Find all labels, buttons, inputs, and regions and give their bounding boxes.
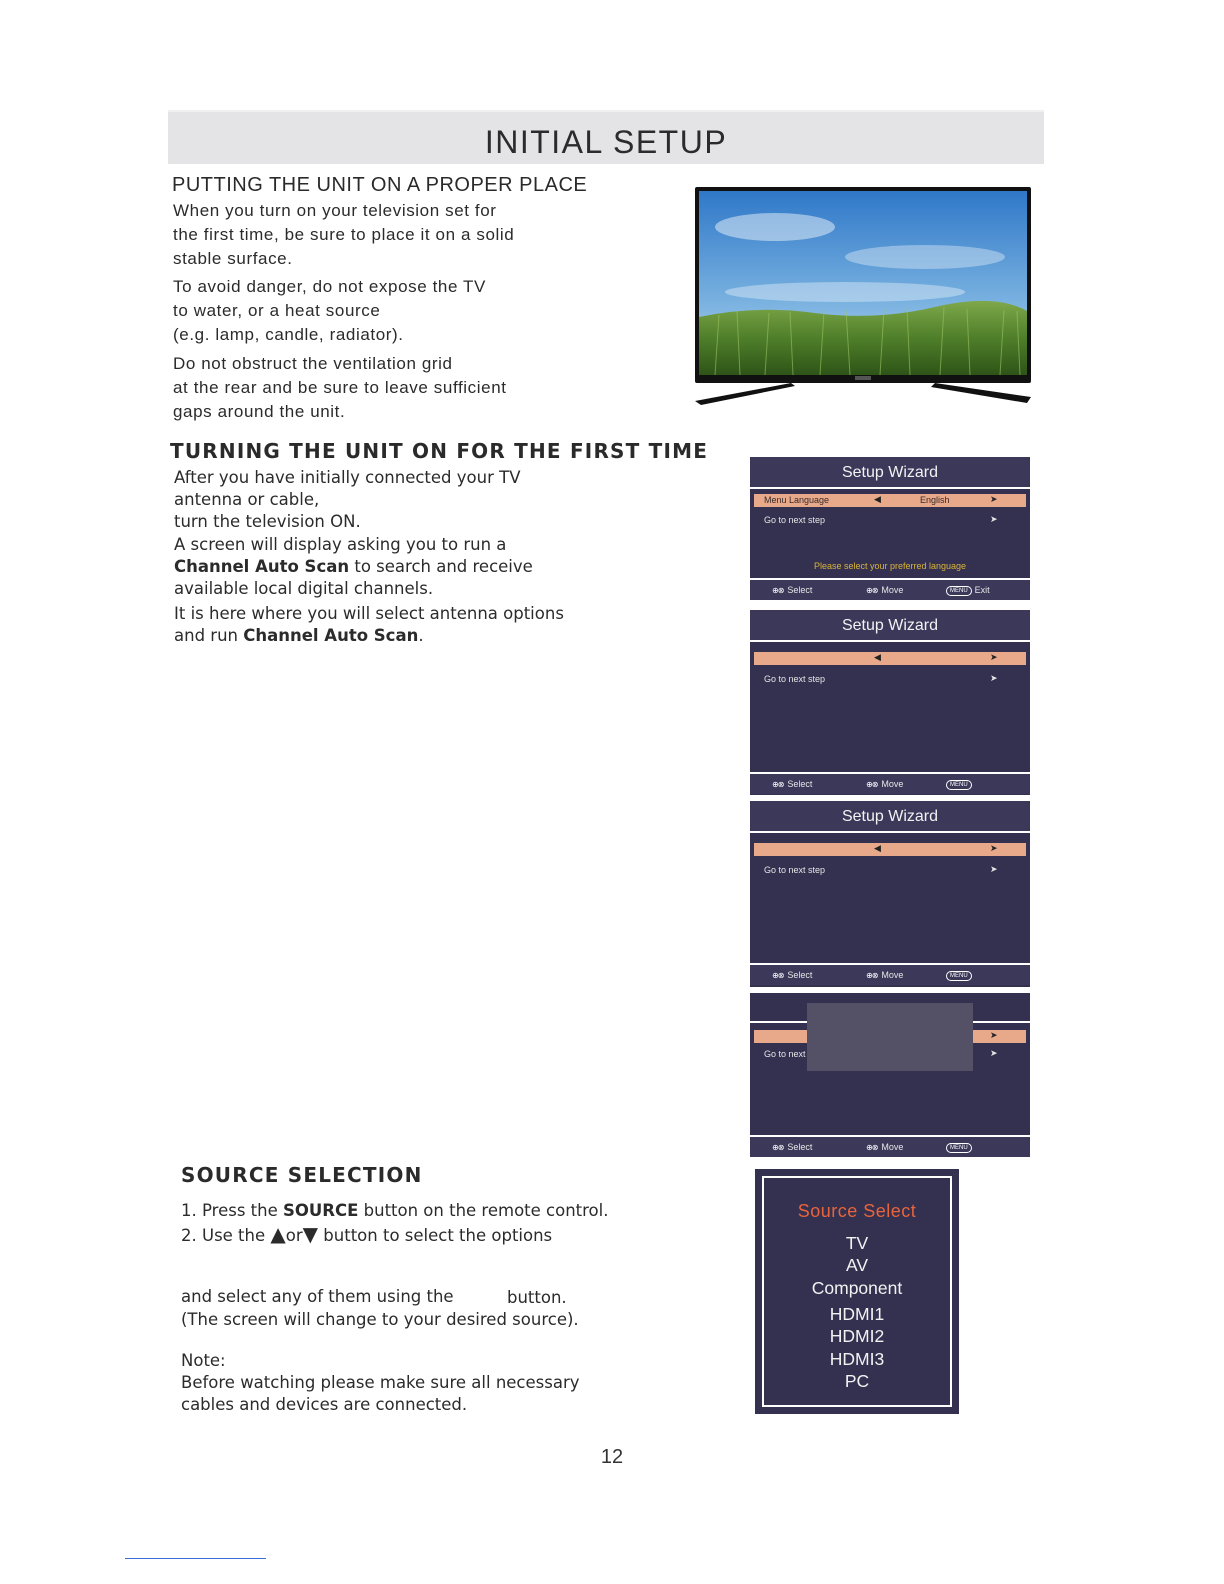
source-step-1: 1. Press the SOURCE button on the remote control. — [181, 1201, 609, 1220]
wizard-footer — [750, 772, 1030, 794]
next-step-arrow-icon[interactable]: ➤ — [990, 673, 998, 683]
footer-move: ⊕⊗ Move — [866, 970, 904, 980]
setup-wizard-screen-1 — [750, 457, 1030, 600]
setup-wizard-screen-2 — [750, 610, 1030, 795]
move-keys-icon: ⊕⊗ — [866, 1143, 878, 1152]
wizard-title-bar — [750, 801, 1030, 833]
wizard-footer — [750, 1135, 1030, 1157]
menu-language-label: Menu Language — [764, 495, 830, 505]
select-keys-icon: ⊕⊗ — [772, 780, 784, 789]
arrow-right-icon[interactable]: ➤ — [990, 1030, 998, 1040]
menu-key-icon: MENU — [946, 1143, 972, 1153]
placement-line-9: gaps around the unit. — [173, 402, 346, 421]
arrow-right-icon[interactable]: ➤ — [990, 494, 998, 504]
tv-illustration — [695, 187, 1031, 383]
wizard-title-bar — [750, 610, 1030, 642]
source-line-3: and select any of them using the — [181, 1287, 454, 1306]
first-time-line-6: available local digital channels. — [174, 579, 434, 598]
next-step-arrow-icon[interactable]: ➤ — [990, 1048, 998, 1058]
footer-move: ⊕⊗ Move — [866, 585, 904, 595]
channel-auto-scan-bold: Channel Auto Scan — [243, 626, 419, 645]
placement-line-6: (e.g. lamp, candle, radiator). — [173, 325, 404, 344]
footer-exit: MENU Exit — [946, 585, 990, 596]
move-keys-icon: ⊕⊗ — [866, 780, 878, 789]
source-option-tv[interactable]: TV — [845, 1233, 869, 1253]
wizard-footer — [750, 963, 1030, 985]
language-hint: Please select your preferred language — [813, 561, 967, 571]
menu-key-icon: MENU — [946, 971, 972, 981]
source-step-2: 2. Use the ▲or▼ button to select the options — [181, 1222, 553, 1246]
footer-move: ⊕⊗ Move — [866, 779, 904, 789]
wizard-title: Setup Wizard — [841, 808, 939, 825]
wizard-footer — [750, 578, 1030, 600]
menu-language-row[interactable] — [754, 494, 1026, 507]
footer-select: ⊕⊗ Select — [772, 1142, 813, 1152]
placement-line-8: at the rear and be sure to leave sufficient — [173, 378, 507, 397]
footer-move: ⊕⊗ Move — [866, 1142, 904, 1152]
footer-select: ⊕⊗ Select — [772, 585, 813, 595]
go-to-next-step[interactable]: Go to next step — [764, 515, 826, 525]
source-line-4: (The screen will change to your desired source). — [181, 1310, 579, 1329]
footer-select: ⊕⊗ Select — [772, 970, 813, 980]
tv-stand — [695, 377, 1031, 407]
placement-line-5: to water, or a heat source — [173, 301, 381, 320]
wizard-title: Setup Wizard — [841, 617, 939, 634]
source-line-3-button: button. — [507, 1288, 567, 1307]
source-select-title: Source Select — [797, 1201, 917, 1221]
footer-menu — [946, 1142, 975, 1153]
next-step-arrow-icon[interactable]: ➤ — [990, 514, 998, 524]
setup-wizard-screen-4 — [750, 993, 1030, 1157]
down-arrow-icon: ▼ — [302, 1222, 319, 1246]
arrow-left-icon[interactable]: ◀ — [874, 652, 881, 662]
select-keys-icon: ⊕⊗ — [772, 586, 784, 595]
placement-line-2: the first time, be sure to place it on a solid — [173, 225, 515, 244]
header-banner — [168, 110, 1044, 164]
source-option-av[interactable]: AV — [845, 1255, 869, 1275]
first-time-line-5: Channel Auto Scan to search and receive — [174, 557, 533, 576]
go-to-next-step[interactable]: Go to next step — [764, 674, 826, 684]
section-title-source: SOURCE SELECTION — [181, 1163, 423, 1187]
placement-line-3: stable surface. — [173, 249, 293, 268]
footer-select: ⊕⊗ Select — [772, 779, 813, 789]
selection-row[interactable] — [754, 843, 1026, 856]
section-title-placement: PUTTING THE UNIT ON A PROPER PLACE — [172, 174, 588, 196]
source-option-component[interactable]: Component — [811, 1278, 903, 1298]
arrow-right-icon[interactable]: ➤ — [990, 652, 998, 662]
wizard-title: Setup Wizard — [841, 464, 939, 481]
placement-line-7: Do not obstruct the ventilation grid — [173, 354, 453, 373]
first-time-line-2: antenna or cable, — [174, 490, 320, 509]
first-time-line-4: A screen will display asking you to run a — [174, 535, 507, 554]
arrow-left-icon[interactable]: ◀ — [874, 843, 881, 853]
move-keys-icon: ⊕⊗ — [866, 586, 878, 595]
first-time-line-7: It is here where you will select antenna options — [174, 604, 564, 623]
footer-menu — [946, 970, 975, 981]
placement-line-1: When you turn on your television set for — [173, 201, 497, 220]
footer-line — [125, 1558, 266, 1559]
menu-key-icon: MENU — [946, 586, 972, 596]
source-option-pc[interactable]: PC — [844, 1371, 870, 1391]
source-option-hdmi1[interactable]: HDMI1 — [829, 1304, 885, 1324]
menu-language-value: English — [920, 495, 950, 505]
go-to-next-step[interactable]: Go to next — [764, 1049, 806, 1059]
select-keys-icon: ⊕⊗ — [772, 971, 784, 980]
source-option-hdmi3[interactable]: HDMI3 — [829, 1349, 885, 1369]
arrow-right-icon[interactable]: ➤ — [990, 843, 998, 853]
setup-wizard-screen-3 — [750, 801, 1030, 987]
move-keys-icon: ⊕⊗ — [866, 971, 878, 980]
first-time-line-1: After you have initially connected your TV — [174, 468, 521, 487]
tv-screen-image — [695, 187, 1031, 383]
wizard-title-bar — [750, 457, 1030, 489]
placement-line-4: To avoid danger, do not expose the TV — [173, 277, 486, 296]
page-number: 12 — [600, 1446, 624, 1468]
note-label: Note: — [181, 1351, 226, 1370]
arrow-left-icon[interactable]: ◀ — [874, 494, 881, 504]
channel-auto-scan-bold: Channel Auto Scan — [174, 557, 350, 576]
page-title: INITIAL SETUP — [484, 124, 728, 160]
popup-overlay — [807, 1003, 973, 1071]
note-line-1: Before watching please make sure all necessary — [181, 1373, 580, 1392]
selection-row[interactable] — [754, 652, 1026, 665]
next-step-arrow-icon[interactable]: ➤ — [990, 864, 998, 874]
first-time-line-8: and run Channel Auto Scan. — [174, 626, 424, 645]
select-keys-icon: ⊕⊗ — [772, 1143, 784, 1152]
source-select-menu — [755, 1169, 959, 1414]
source-button-bold: SOURCE — [282, 1201, 359, 1220]
go-to-next-step[interactable]: Go to next step — [764, 865, 826, 875]
note-line-2: cables and devices are connected. — [181, 1395, 468, 1414]
menu-key-icon: MENU — [946, 780, 972, 790]
source-option-hdmi2[interactable]: HDMI2 — [829, 1326, 885, 1346]
source-select-frame — [762, 1176, 952, 1407]
section-title-first-time: TURNING THE UNIT ON FOR THE FIRST TIME — [170, 439, 709, 463]
footer-menu — [946, 779, 975, 790]
first-time-line-3: turn the television ON. — [174, 512, 361, 531]
up-arrow-icon: ▲ — [270, 1222, 286, 1246]
